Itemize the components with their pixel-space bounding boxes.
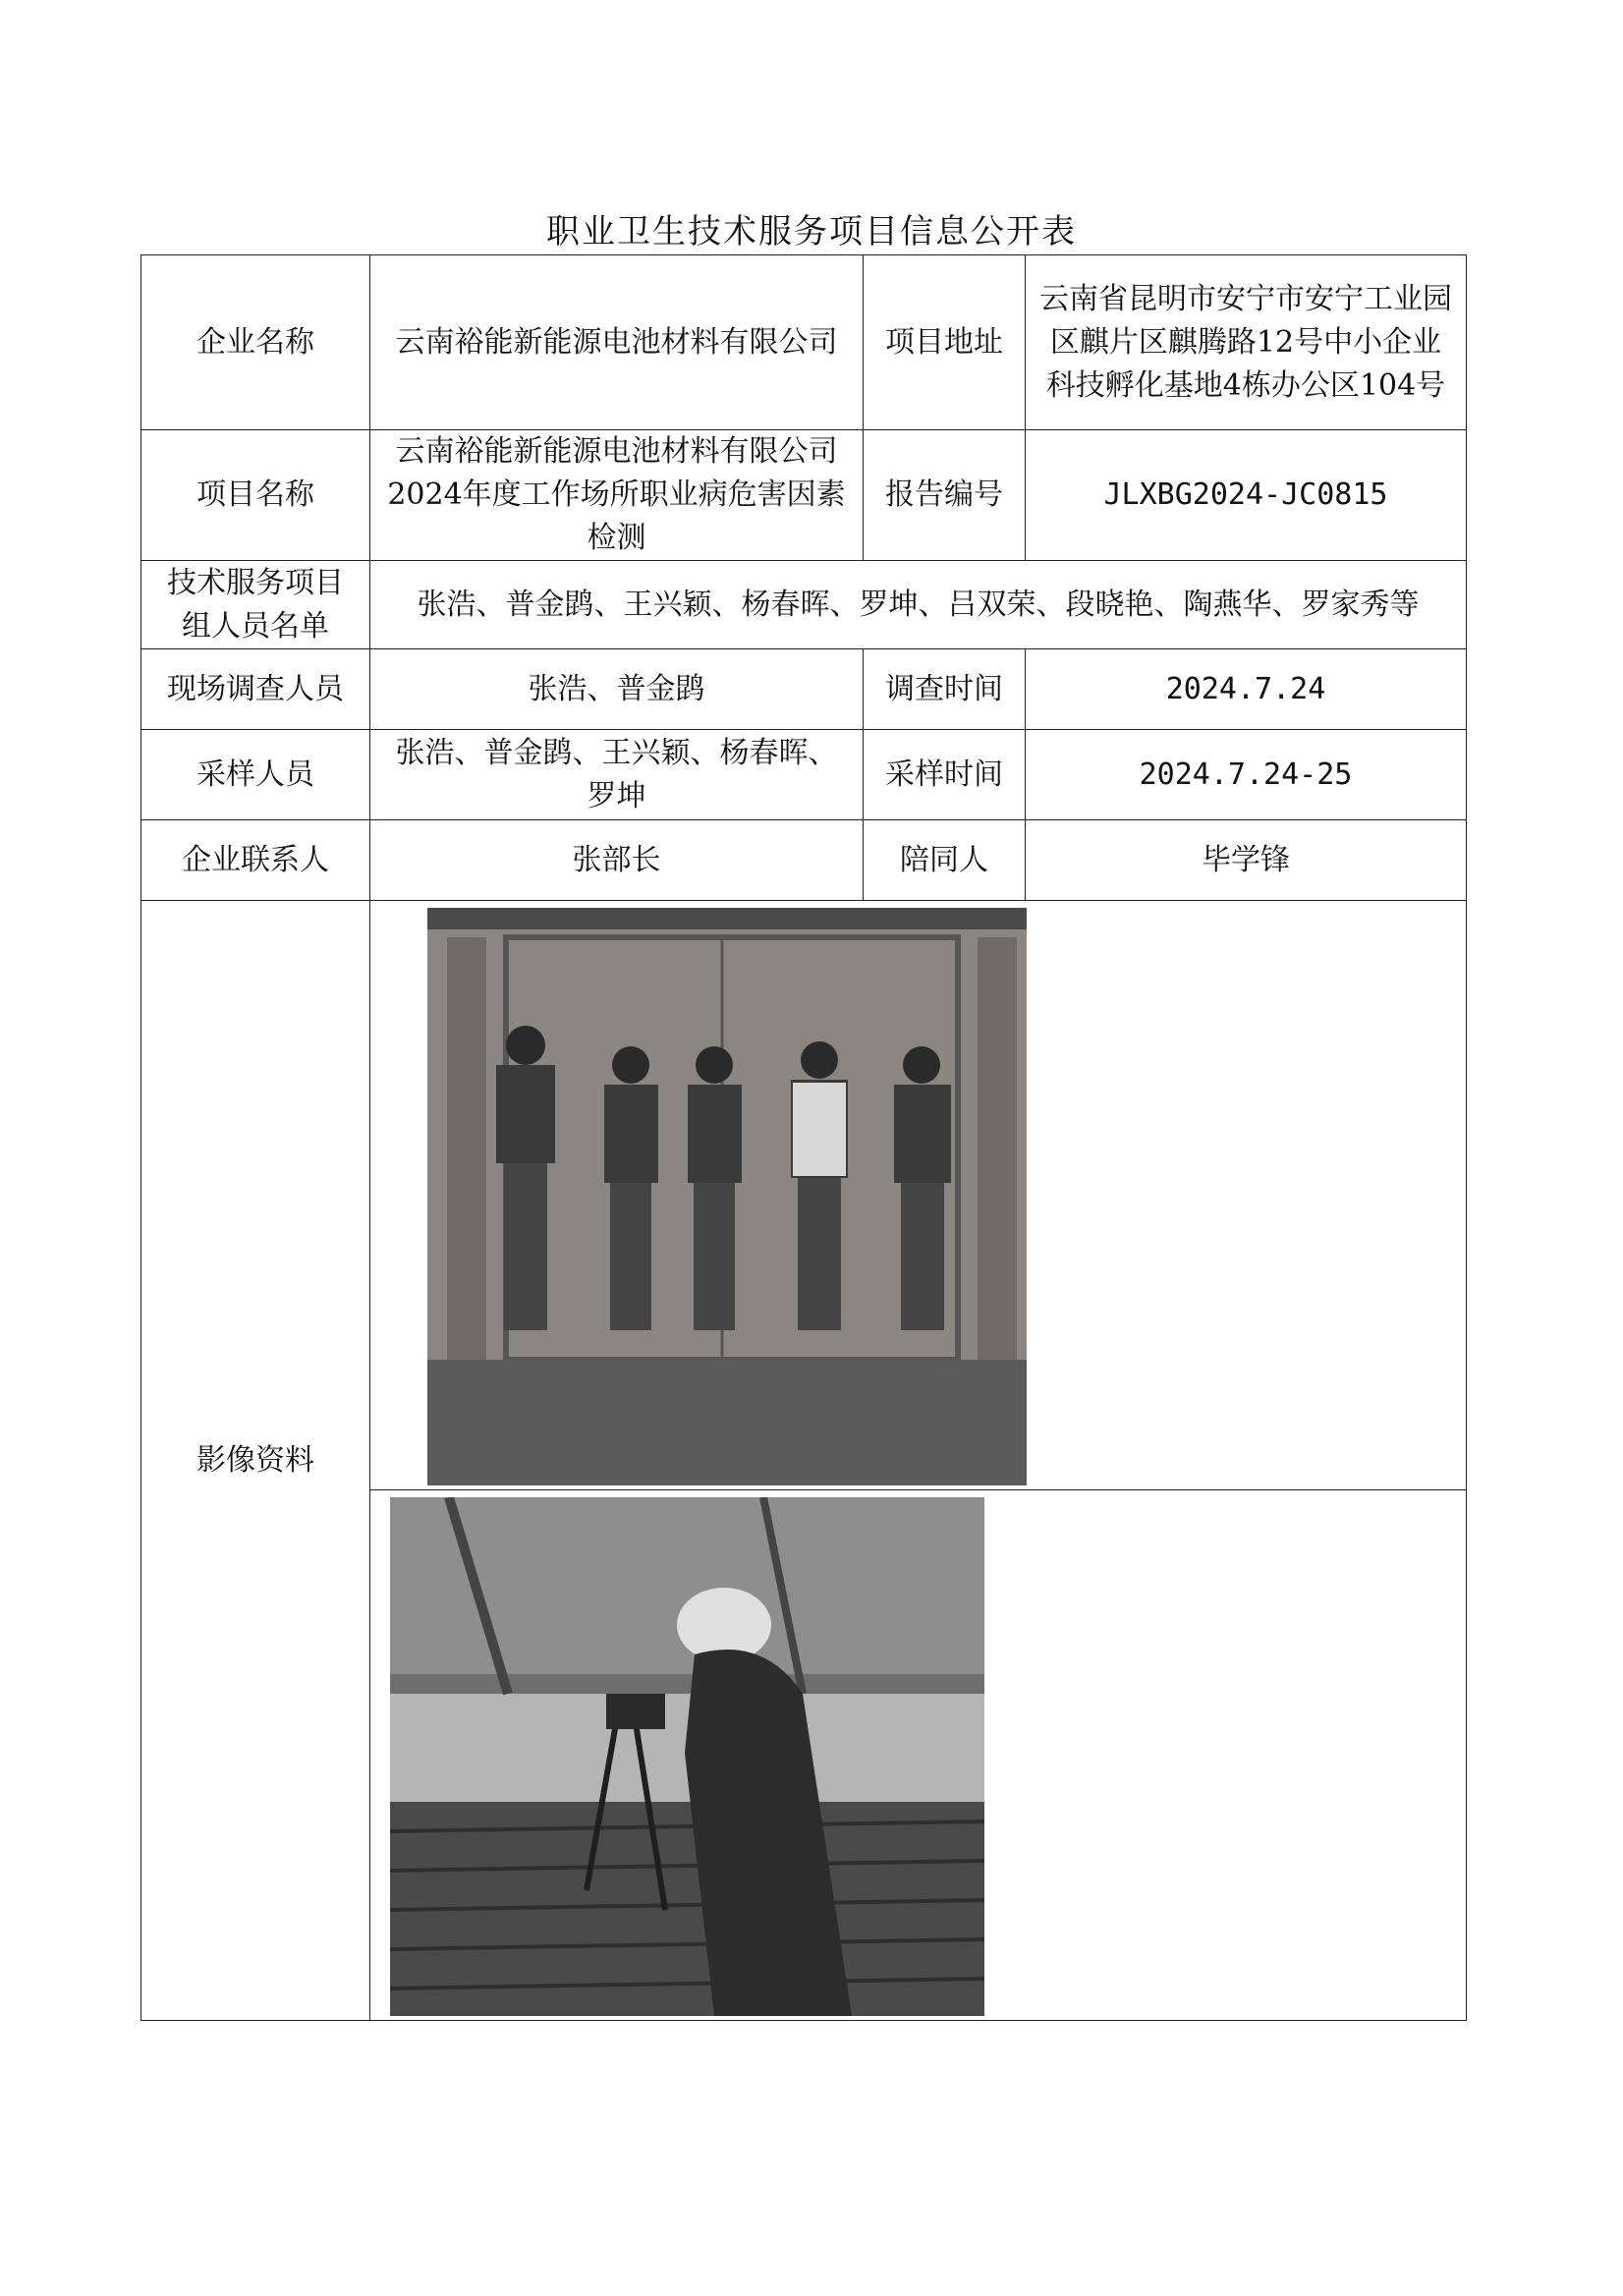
survey-time-value: 2024.7.24 [1026,649,1467,730]
sampling-time-label: 采样时间 [864,730,1026,820]
info-table [140,254,1467,2021]
project-name-value: 云南裕能新能源电池材料有限公司2024年度工作场所职业病危害因素检测 [370,430,864,561]
project-address-label: 项目地址 [864,255,1026,430]
row-company [141,255,1467,430]
row-team [141,561,1467,649]
survey-staff-label: 现场调查人员 [141,649,370,730]
company-name-value: 云南裕能新能源电池材料有限公司 [370,255,864,430]
escort-value: 毕学锋 [1026,820,1467,901]
sampling-photo [390,1497,984,2016]
row-image-1 [141,901,1467,1490]
photo-cell-1 [370,901,1467,1490]
escort-label: 陪同人 [864,820,1026,901]
report-no-label: 报告编号 [864,430,1026,561]
survey-time-label: 调查时间 [864,649,1026,730]
contact-label: 企业联系人 [141,820,370,901]
group-photo [427,908,1027,1485]
photo-cell-2 [370,1490,1467,2021]
team-value: 张浩、普金鹍、王兴颖、杨春晖、罗坤、吕双荣、段晓艳、陶燕华、罗家秀等 [370,561,1467,649]
team-label: 技术服务项目组人员名单 [141,561,370,649]
row-sampling [141,730,1467,820]
sampling-staff-label: 采样人员 [141,730,370,820]
document-title: 职业卫生技术服务项目信息公开表 [546,212,1077,252]
row-project [141,430,1467,561]
row-survey [141,649,1467,730]
company-name-label: 企业名称 [141,255,370,430]
row-contact [141,820,1467,901]
survey-staff-value: 张浩、普金鹍 [370,649,864,730]
contact-value: 张部长 [370,820,864,901]
report-no-value: JLXBG2024-JC0815 [1026,430,1467,561]
project-address-value: 云南省昆明市安宁市安宁工业园区麒片区麒腾路12号中小企业科技孵化基地4栋办公区104号 [1026,255,1467,430]
sampling-staff-value: 张浩、普金鹍、王兴颖、杨春晖、罗坤 [370,730,864,820]
images-label: 影像资料 [141,901,370,2021]
project-name-label: 项目名称 [141,430,370,561]
sampling-time-value: 2024.7.24-25 [1026,730,1467,820]
